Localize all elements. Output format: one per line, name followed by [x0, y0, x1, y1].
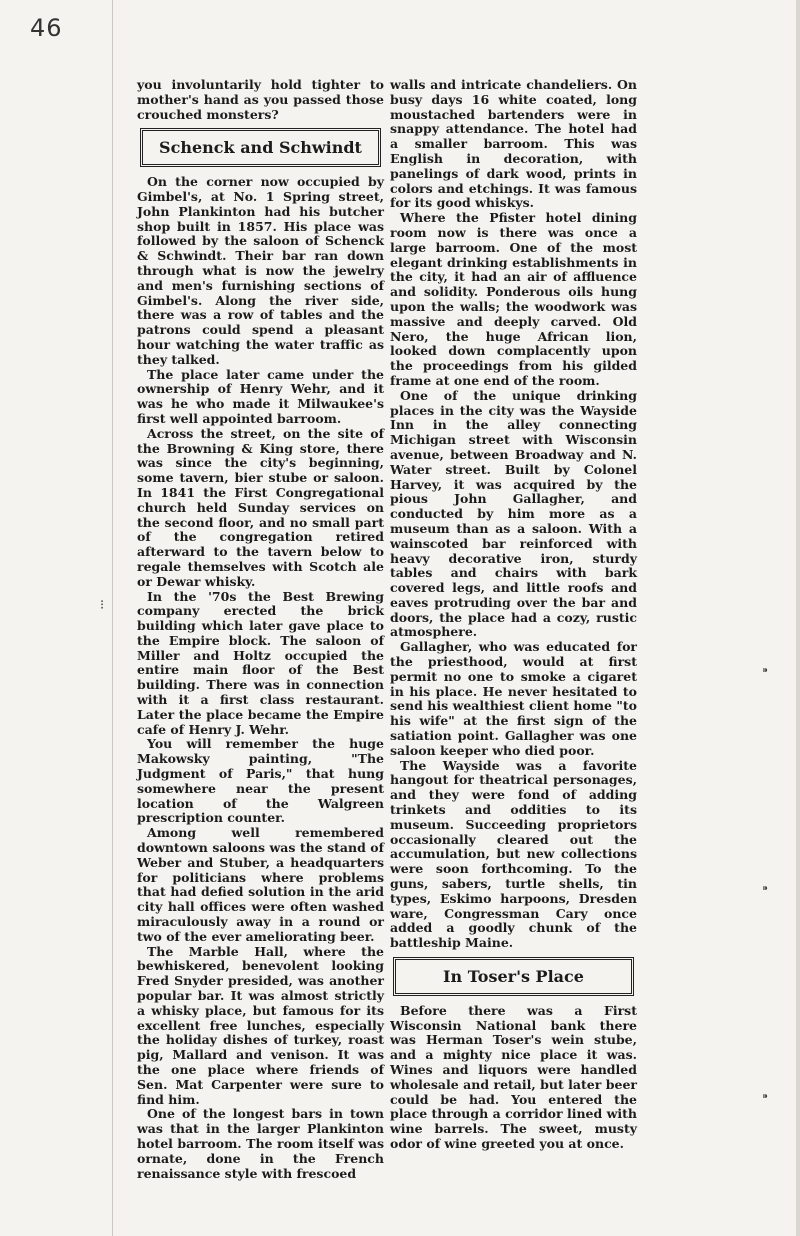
- article-column-right: [390, 78, 637, 1152]
- paragraph: The Wayside was a favorite hangout for theatrical personages, and they were fond of adding trinkets and oddities to its museum. Succeeding proprietors occasionally cleared out the accumulation, but new collections were soon forthcoming. To the guns, sabers, turtle shells, tin types, Eskimo harpoons, Dresden ware, Congressman Cary once added a goodly chunk of the battleship Maine.: [390, 757, 637, 951]
- paragraph: In the '70s the Best Brewing company erected the brick building which later gave place to the Empire block. The saloon of Miller and Holtz occupied the entire main floor of the Best building. There was in connection with it a first class restaurant. Later the place became the Empire cafe of Henry J. Wehr.: [137, 588, 384, 737]
- margin-mark: ⁍: [762, 664, 769, 679]
- paragraph: You will remember the huge Makowsky painting, "The Judgment of Paris," that hung somewhere near the present location of the Walgreen prescription counter.: [137, 736, 384, 826]
- paragraph: Before there was a First Wisconsin National bank there was Herman Toser's wein stube, and a mighty nice place it was. Wines and liquors were handled wholesale and retail, but later beer could be had. You entered the place through a corridor lined with wine barrels. The sweet, musty odor of wine greeted you at once.: [390, 1002, 637, 1151]
- paragraph: One of the longest bars in town was that in the larger Plankinton hotel barroom. The room itself was ornate, done in the French renaissance style with frescoed: [137, 1106, 384, 1181]
- paragraph: you involuntarily hold tighter to mother's hand as you passed those crouched monsters?: [137, 77, 384, 122]
- paragraph: Gallagher, who was educated for the priesthood, would at first permit no one to smoke a cigaret in his place. He never hesitated to send his wealthiest client home "to his wife" at the first sign of the satiation point. Gallagher was one saloon keeper who died poor.: [390, 639, 637, 758]
- paragraph: The Marble Hall, where the bewhiskered, benevolent looking Fred Snyder presided, was another popular bar. It was almost strictly a whisky place, but famous for its excellent free lunches, especially the holiday dishes of turkey, roast pig, Mallard and venison. It was the one place where friends of Sen. Mat Carpenter were sure to find him.: [137, 943, 384, 1107]
- margin-mark: ⁍: [762, 1090, 769, 1105]
- paragraph: On the corner now occupied by Gimbel's, at No. 1 Spring street, John Plankinton had his butcher shop built in 1857. His place was followed by the saloon of Schenck & Schwindt. Their bar ran down through what is now the jewelry and men's furnishing sections of Gimbel's. Along the river side, there was a row of tables and the patrons could spend a pleasant hour watching the water traffic as they talked.: [137, 174, 384, 367]
- article-column-left: [137, 78, 384, 1181]
- page-number: 46: [30, 14, 63, 42]
- margin-rule: [112, 0, 113, 1236]
- paragraph: The place later came under the ownership of Henry Wehr, and it was he who made it Milwaukee's first well appointed barroom.: [137, 366, 384, 426]
- paragraph: One of the unique drinking places in the city was the Wayside Inn in the alley connecting Michigan street with Wisconsin avenue, between Broadway and N. Water street. Built by Colonel Harvey, it was acquired by the pious John Gallagher, and conducted by him more as a museum than as a saloon. With a wainscoted bar reinforced with heavy decorative iron, sturdy tables and chairs with bark covered legs, and little roofs and eaves protruding over the bar and doors, the place had a cozy, rustic atmosphere.: [390, 387, 637, 640]
- margin-mark: ⁍: [762, 882, 769, 897]
- paragraph: Among well remembered downtown saloons was the stand of Weber and Stuber, a headquarters for politicians where problems that had defied solution in the arid city hall offices were often washed miraculously away in a round or two of the ever ameliorating beer.: [137, 825, 384, 944]
- section-heading: Schenck and Schwindt: [140, 128, 381, 167]
- section-heading: In Toser's Place: [393, 957, 634, 996]
- paragraph: walls and intricate chandeliers. On busy days 16 white coated, long moustached bartenders were in snappy attendance. The hotel had a smaller barroom. This was English in decoration, with panelings of dark wood, prints in colors and etchings. It was famous for its good whiskys.: [390, 77, 637, 211]
- page-edge: [796, 0, 800, 1236]
- margin-mark: ⁝: [100, 598, 105, 613]
- paragraph: Where the Pfister hotel dining room now is there was once a large barroom. One of the most elegant drinking establishments in the city, it had an air of affluence and solidity. Ponderous oils hung upon the walls; the woodwork was massive and deeply carved. Old Nero, the huge African lion, looked down complacently upon the proceedings from his gilded frame at one end of the room.: [390, 210, 637, 388]
- paragraph: Across the street, on the site of the Browning & King store, there was since the city's beginning, some tavern, bier stube or saloon. In 1841 the First Congregational church held Sunday services on the second floor, and no small part of the congregation retired afterward to the tavern below to regale themselves with Scotch ale or Dewar whisky.: [137, 425, 384, 589]
